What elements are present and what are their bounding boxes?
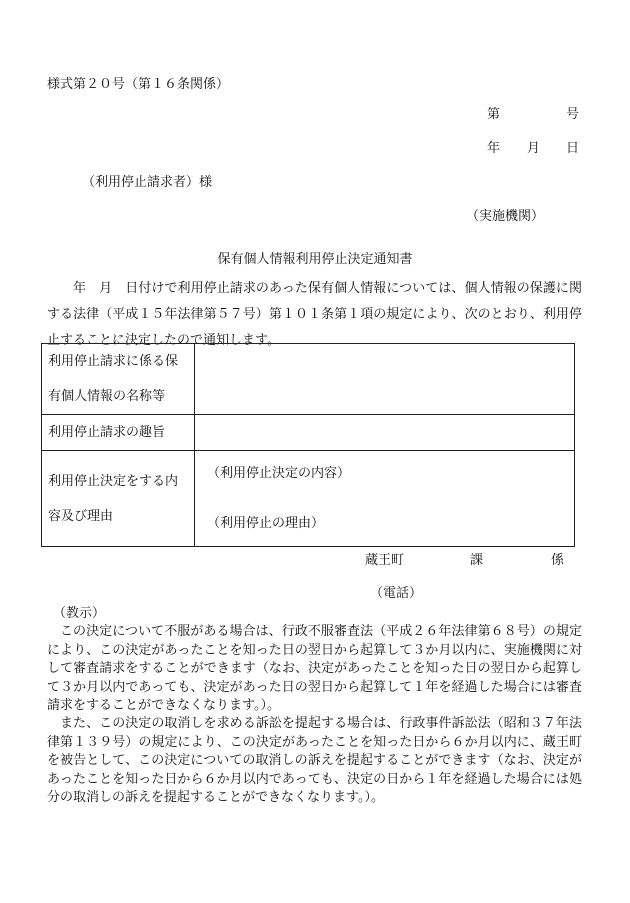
notice-title: （教示） — [53, 606, 106, 621]
document-title: 保有個人情報利用停止決定通知書 — [217, 252, 413, 267]
table-label-info-name: 利用停止請求に係る保有個人情報の名称等 — [42, 344, 195, 415]
contact-town: 蔵王町 — [365, 553, 405, 568]
date-year-label: 年 — [487, 141, 501, 156]
notice-paragraph-2: また、この決定の取消しを求める訴訟を提起する場合は、行政事件訴訟法（昭和３７年法律第１３９号）の規定により、この決定があったことを知った日から６か月以内に、蔵王町を被告として、この決定についての取消しの訴えを提起することができます（なお、決定があったことを知った日から６か月以内であっても、決定の日から１年を経過した場合には処分の取消しの訴えを提起することができなくなります。）。 — [47, 716, 582, 806]
notice-section — [47, 605, 582, 807]
date-day-label: 日 — [566, 141, 580, 156]
date-month-label: 月 — [527, 141, 541, 156]
table-label-request-purpose: 利用停止請求の趣旨 — [42, 415, 195, 451]
addressee: （利用停止請求者）様 — [82, 175, 213, 190]
agency: （実施機関） — [466, 209, 545, 224]
form-number: 様式第２０号（第１６条関係） — [47, 77, 230, 92]
decision-reason-label: （利用停止の理由） — [207, 515, 325, 531]
body-paragraph: 年 月 日付けで利用停止請求のあった保有個人情報については、個人情報の保護に関する法律（平成１５年法律第５７号）第１０１条第１項の規定により、次のとおり、利用停止することに決定したので通知します。 — [47, 281, 582, 348]
decision-content-label: （利用停止決定の内容） — [207, 465, 351, 481]
notice-paragraph-1: この決定について不服がある場合は、行政不服審査法（平成２６年法律第６８号）の規定により、この決定があったことを知った日の翌日から起算して３か月以内に、実施機関に対して審査請求をすることができます（なお、決定があったことを知った日の翌日から起算して３か月以内であっても、決定があった日の翌日から起算して１年を経過した場合には審査請求をすることができなくなります。）。 — [47, 624, 582, 714]
table-value-info-name — [195, 344, 575, 415]
table-label-decision-reason: 利用停止決定をする内容及び理由 — [42, 451, 195, 547]
doc-number-prefix: 第 — [487, 107, 501, 122]
info-table — [41, 343, 575, 547]
table-row — [42, 451, 575, 547]
contact-unit: 係 — [551, 553, 565, 568]
contact-phone: （電話） — [370, 586, 423, 601]
table-row — [42, 344, 575, 415]
table-row — [42, 415, 575, 451]
contact-section: 課 — [470, 553, 484, 568]
table-value-decision-reason — [195, 451, 575, 547]
doc-number-suffix: 号 — [566, 107, 580, 122]
spacer — [207, 486, 562, 512]
table-value-request-purpose — [195, 415, 575, 451]
